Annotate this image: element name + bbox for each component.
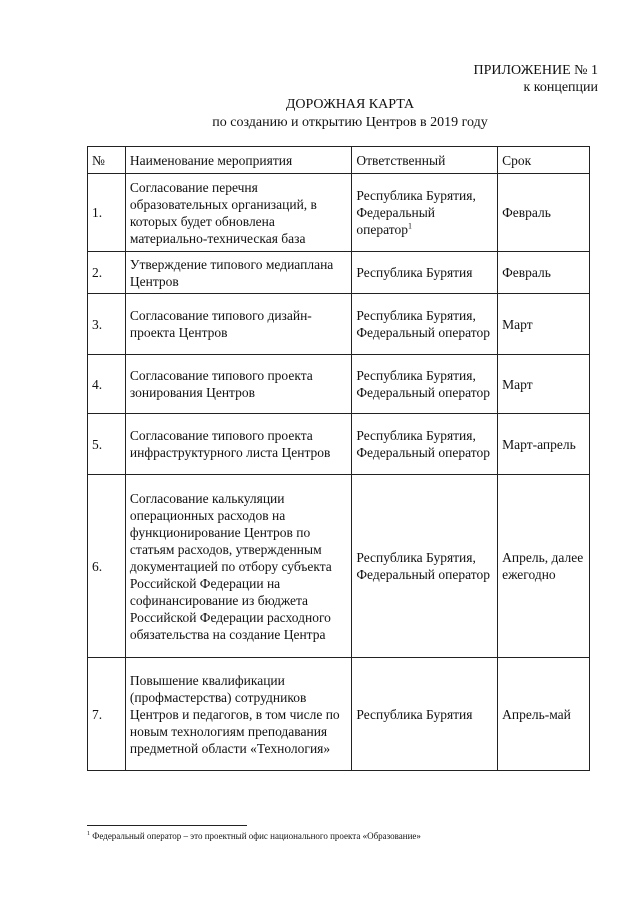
appendix-label: ПРИЛОЖЕНИЕ № 1 [473, 63, 598, 78]
row-responsible: Республика Бурятия [352, 658, 498, 771]
title-line-1: ДОРОЖНАЯ КАРТА [285, 97, 415, 112]
footnote-marker: 1 [87, 831, 90, 837]
row-number: 2. [88, 252, 126, 294]
row-deadline: Апрель, далее ежегодно [498, 475, 590, 658]
row-number: 3. [88, 294, 126, 355]
footnote-divider [87, 825, 247, 826]
row-number: 4. [88, 355, 126, 414]
footnote-ref: 1 [407, 221, 412, 231]
footnote [87, 831, 421, 842]
row-deadline: Февраль [498, 252, 590, 294]
header-activity: Наименование мероприятия [125, 147, 351, 174]
row-deadline: Март [498, 355, 590, 414]
row-activity: Утверждение типового медиаплана Центров [125, 252, 351, 294]
row-activity: Согласование типового дизайн-проекта Центров [125, 294, 351, 355]
table-row [88, 658, 590, 771]
header-deadline: Срок [498, 147, 590, 174]
header-number: № [88, 147, 126, 174]
row-responsible: Республика Бурятия, Федеральный оператор [352, 355, 498, 414]
appendix-header [474, 62, 599, 96]
footnote-text: Федеральный оператор – это проектный офис национального проекта «Образование» [90, 831, 421, 841]
header-responsible: Ответственный [352, 147, 498, 174]
title-line-2: по созданию и открытию Центров в 2019 году [212, 115, 488, 130]
table-row [88, 475, 590, 658]
row-responsible: Республика Бурятия, Федеральный оператор [352, 294, 498, 355]
row-responsible: Республика Бурятия [352, 252, 498, 294]
row-deadline: Апрель-май [498, 658, 590, 771]
document-title [0, 96, 640, 132]
table-row [88, 174, 590, 252]
row-activity: Согласование типового проекта инфраструктурного листа Центров [125, 414, 351, 475]
table-row [88, 252, 590, 294]
row-activity: Согласование перечня образовательных организаций, в которых будет обновлена материально-техническая база [125, 174, 351, 252]
row-number: 6. [88, 475, 126, 658]
roadmap-table [87, 146, 590, 771]
row-deadline: Март [498, 294, 590, 355]
table-row [88, 414, 590, 475]
row-number: 7. [88, 658, 126, 771]
responsible-text: Республика Бурятия, Федеральный оператор [356, 188, 476, 237]
row-number: 1. [88, 174, 126, 252]
appendix-subtitle: к концепции [523, 80, 598, 95]
row-activity: Повышение квалификации (профмастерства) сотрудников Центров и педагогов, в том числе по новым технологиям преподавания предметной области «Технология» [125, 658, 351, 771]
row-deadline: Март-апрель [498, 414, 590, 475]
row-deadline: Февраль [498, 174, 590, 252]
row-responsible: Республика Бурятия, Федеральный оператор [352, 414, 498, 475]
row-activity: Согласование типового проекта зонирования Центров [125, 355, 351, 414]
row-responsible [352, 174, 498, 252]
row-number: 5. [88, 414, 126, 475]
table-row [88, 355, 590, 414]
table-header-row [88, 147, 590, 174]
table-row [88, 294, 590, 355]
row-activity: Согласование калькуляции операционных расходов на функционирование Центров по статьям расходов, утвержденным документацией по отбору субъекта Российской Федерации на софинансирование из бюджета Российской Федерации расходного обязательства на создание Центра [125, 475, 351, 658]
row-responsible: Республика Бурятия, Федеральный оператор [352, 475, 498, 658]
